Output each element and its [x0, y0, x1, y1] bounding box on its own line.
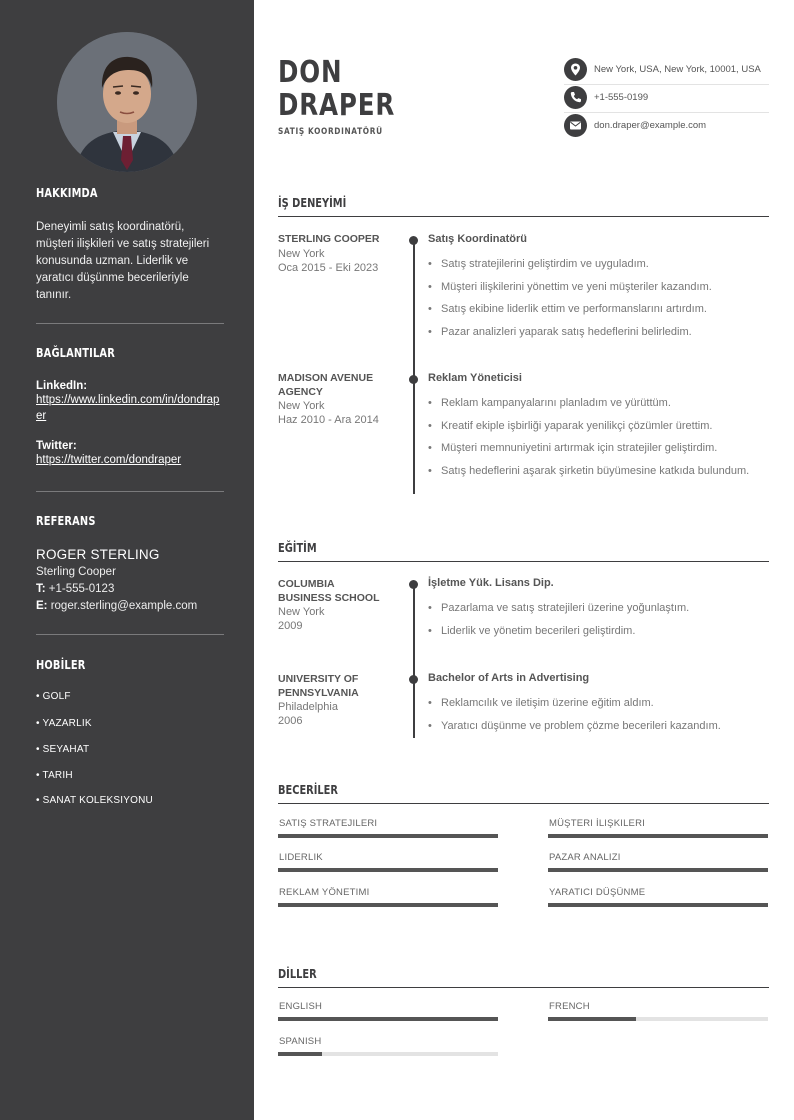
hobby-item: • GOLF	[36, 691, 71, 702]
about-heading: HAKKIMDA	[36, 186, 98, 200]
list-item: • Pazarlama ve satış stratejileri üzerine yoğunlaştım.	[428, 601, 758, 617]
avatar	[57, 32, 197, 172]
job-role: Reklam Yöneticisi	[428, 372, 522, 384]
employer-name: STERLING COOPER	[278, 233, 380, 245]
skill-item	[278, 887, 498, 907]
skill-bar	[278, 834, 498, 838]
link-linkedin	[36, 380, 220, 424]
timeline-dot	[409, 675, 418, 684]
main-content	[254, 0, 794, 1120]
language-item	[278, 1001, 498, 1021]
skill-bar	[278, 868, 498, 872]
school-year: 2006	[278, 715, 303, 727]
language-item	[548, 1001, 768, 1021]
contact-email	[564, 114, 769, 140]
list-item: • Satış hedeflerini aşarak şirketin büyümesine katkıda bulundum.	[428, 464, 758, 480]
language-bar	[548, 1017, 768, 1021]
phone-icon	[564, 86, 587, 109]
skill-item	[278, 852, 498, 872]
skill-bar-fill	[278, 868, 498, 872]
hobby-item: • SANAT KOLEKSIYONU	[36, 795, 153, 806]
link-twitter	[36, 440, 220, 468]
job-dates: Haz 2010 - Ara 2014	[278, 414, 379, 426]
section-divider	[278, 803, 769, 804]
timeline-dot	[409, 580, 418, 589]
degree-title: Bachelor of Arts in Advertising	[428, 672, 590, 684]
language-bar-fill	[278, 1052, 322, 1056]
skill-bar-fill	[278, 903, 498, 907]
skill-item	[548, 887, 768, 907]
degree-bullets	[428, 601, 758, 646]
list-item: • Reklam kampanyalarını planladım ve yürüttüm.	[428, 396, 758, 412]
first-name: DON	[278, 55, 343, 90]
skill-bar	[548, 868, 768, 872]
reference-block	[36, 547, 226, 615]
skill-bar-fill	[278, 834, 498, 838]
location-pin-icon	[564, 58, 587, 81]
skill-name: REKLAM YÖNETIMI	[279, 887, 370, 898]
contact-address	[564, 58, 769, 85]
skills-heading: BECERİLER	[278, 783, 338, 797]
sidebar-divider	[36, 491, 224, 492]
hobbies-heading: HOBİLER	[36, 658, 86, 672]
skill-name: PAZAR ANALIZI	[549, 852, 621, 863]
school-year: 2009	[278, 620, 303, 632]
language-name: ENGLISH	[279, 1001, 323, 1012]
sidebar-divider	[36, 634, 224, 635]
list-item: • Kreatif ekiple işbirliği yaparak yenilikçi çözümler ürettim.	[428, 419, 758, 435]
reference-email	[36, 598, 226, 615]
contact-phone-text: +1-555-0199	[594, 92, 649, 103]
hobby-item: • YAZARLIK	[36, 718, 92, 729]
skill-name: SATIŞ STRATEJILERI	[279, 818, 378, 829]
degree-title: İşletme Yük. Lisans Dip.	[428, 577, 554, 589]
languages-heading: DİLLER	[278, 967, 317, 981]
last-name: DRAPER	[278, 88, 396, 123]
link-linkedin-url[interactable]: https://www.linkedin.com/in/dondraper	[36, 394, 220, 422]
list-item: • Satış ekibine liderlik ettim ve performanslarını artırdım.	[428, 302, 758, 318]
language-bar-fill	[548, 1017, 636, 1021]
reference-company: Sterling Cooper	[36, 566, 116, 578]
list-item: • Liderlik ve yönetim becerileri geliştirdim.	[428, 624, 758, 640]
section-divider	[278, 987, 769, 988]
skill-bar-fill	[548, 868, 768, 872]
reference-heading: REFERANS	[36, 514, 96, 528]
job-location: New York	[278, 247, 325, 260]
list-item: • Müşteri ilişkilerini yönettim ve yeni müşteriler kazandım.	[428, 280, 758, 296]
timeline-dot	[409, 375, 418, 384]
skill-bar-fill	[548, 834, 768, 838]
envelope-icon	[564, 114, 587, 137]
hobby-item: • TARIH	[36, 770, 73, 781]
experience-entry-info	[278, 233, 388, 275]
links-heading: BAĞLANTILAR	[36, 346, 115, 360]
reference-email-value: roger.sterling@example.com	[50, 600, 198, 612]
list-item: • Müşteri memnuniyetini artırmak için stratejiler geliştirdim.	[428, 441, 758, 457]
education-heading: EĞİTİM	[278, 541, 317, 555]
experience-heading: İŞ DENEYİMİ	[278, 196, 347, 210]
timeline-dot	[409, 236, 418, 245]
experience-entry-info	[278, 372, 388, 427]
skill-name: YARATICI DÜŞÜNME	[549, 887, 646, 898]
job-bullets	[428, 396, 758, 487]
language-bar-fill	[278, 1017, 498, 1021]
education-entry-info	[278, 673, 388, 728]
employer-name: MADISON AVENUE AGENCY	[278, 372, 374, 398]
job-dates: Oca 2015 - Eki 2023	[278, 261, 379, 274]
sidebar	[0, 0, 254, 1120]
reference-name: ROGER STERLING	[36, 547, 160, 562]
skill-item	[278, 818, 498, 838]
job-role: Satış Koordinatörü	[428, 233, 528, 245]
skill-item	[548, 852, 768, 872]
skill-bar	[278, 903, 498, 907]
skill-item	[548, 818, 768, 838]
language-item	[278, 1036, 498, 1056]
language-bar	[278, 1017, 498, 1021]
hobby-item: • SEYAHAT	[36, 744, 90, 755]
link-linkedin-label: LinkedIn:	[36, 380, 88, 392]
reference-email-label: E:	[36, 600, 48, 612]
section-divider	[278, 216, 769, 217]
avatar-photo	[57, 32, 197, 172]
list-item: • Reklamcılık ve iletişim üzerine eğitim aldım.	[428, 696, 758, 712]
job-bullets	[428, 257, 758, 348]
reference-phone-value: +1-555-0123	[48, 583, 115, 595]
skill-bar	[548, 903, 768, 907]
list-item: • Satış stratejilerini geliştirdim ve uyguladım.	[428, 257, 758, 273]
experience-timeline	[413, 240, 415, 494]
school-name: UNIVERSITY OF PENNSYLVANIA	[278, 673, 359, 699]
language-name: FRENCH	[549, 1001, 590, 1012]
contact-phone	[564, 86, 769, 113]
sidebar-divider	[36, 323, 224, 324]
skill-name: LIDERLIK	[279, 852, 323, 863]
contact-address-text: New York, USA, New York, 10001, USA	[594, 64, 761, 75]
about-text: Deneyimli satış koordinatörü, müşteri ilişkileri ve satış stratejileri konusunda uzman. Liderlik ve yaratıcı düşünme becerileriyle tanınır.	[36, 221, 210, 301]
job-title: SATIŞ KOORDINATÖRÜ	[278, 127, 383, 137]
link-twitter-label: Twitter:	[36, 440, 77, 452]
school-location: Philadelphia	[278, 701, 338, 713]
reference-phone	[36, 581, 226, 598]
list-item: • Pazar analizleri yaparak satış hedeflerini belirledim.	[428, 325, 758, 341]
school-location: New York	[278, 606, 325, 618]
list-item: • Yaratıcı düşünme ve problem çözme becerileri kazandım.	[428, 719, 758, 735]
candidate-name	[278, 56, 395, 122]
language-bar	[278, 1052, 498, 1056]
education-timeline	[413, 584, 415, 738]
skill-name: MÜŞTERI İLIŞKILERI	[549, 818, 645, 829]
section-divider	[278, 561, 769, 562]
job-location: New York	[278, 400, 325, 412]
degree-bullets	[428, 696, 758, 741]
language-name: SPANISH	[279, 1036, 322, 1047]
education-entry-info	[278, 578, 388, 633]
reference-phone-label: T:	[36, 583, 46, 595]
contact-email-text: don.draper@example.com	[594, 120, 707, 131]
skill-bar-fill	[548, 903, 768, 907]
link-twitter-url[interactable]: https://twitter.com/dondraper	[36, 454, 182, 466]
skill-bar	[548, 834, 768, 838]
school-name: COLUMBIA BUSINESS SCHOOL	[278, 578, 380, 604]
